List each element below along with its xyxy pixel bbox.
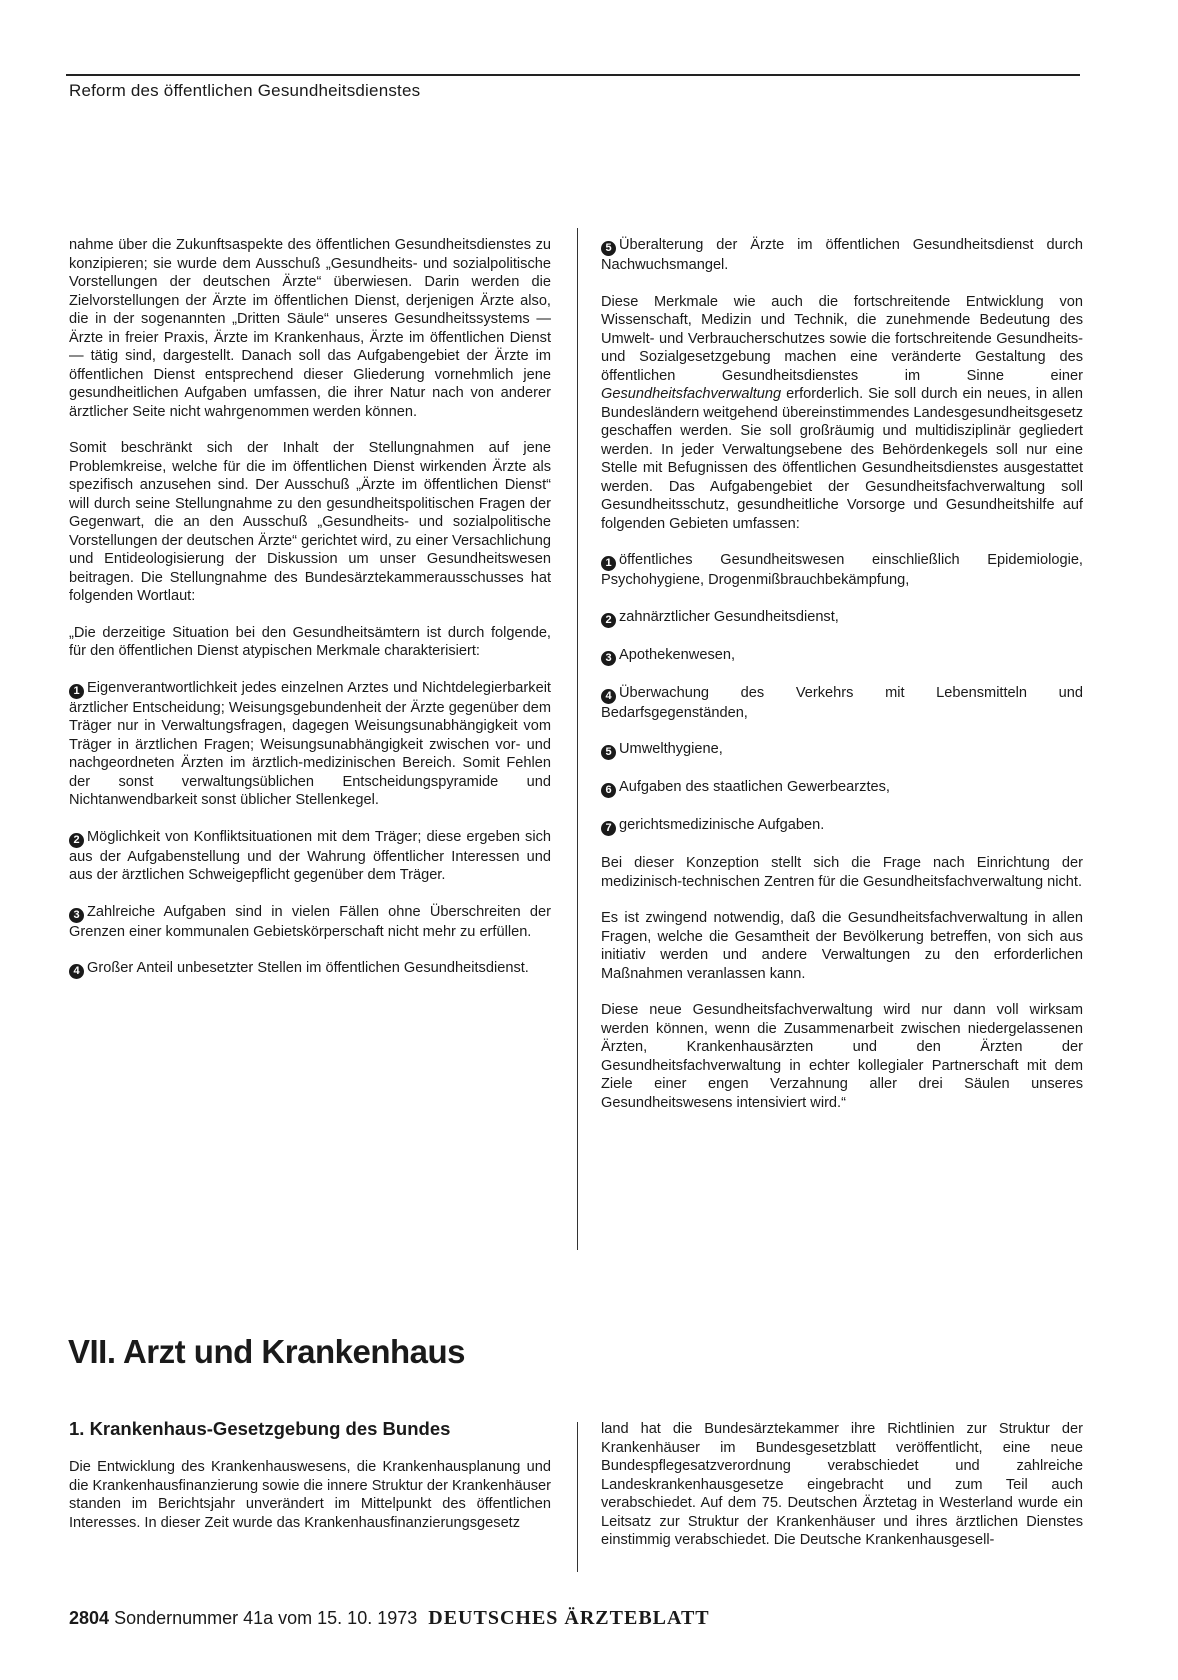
paragraph: Somit beschränkt sich der Inhalt der Stellungnahmen auf jene Problemkreise, welche für die im öffentlichen Dienst wirkenden Ärzte als spezifisch anzusehen sind. Der Ausschuß „Ärzte im öffentlichen Dienst“ will durch seine Stellungnahme zu den gesundheitspolitischen Fragen der Gegenwart, die an den Ausschuß „Gesundheits- und sozialpolitische Vorstellungen der deutschen Ärzte“ gerichtet wird, zu einer Versachlichung und Entideologisierung der Diskussion um unser Gesundheitswesen beitragen. Die Stellungnahme des Bundesärztekammerausschusses hat folgenden Wortlaut: <box>69 440 551 604</box>
number-badge: 4 <box>69 964 84 979</box>
number-badge: 3 <box>601 651 616 666</box>
paragraph: land hat die Bundesärztekammer ihre Richtlinien zur Struktur der Krankenhäuser im Bundesgesetzblatt veröffentlicht, eine neue Bundespflegesatzverordnung verabschiedet und zahlreiche Landeskrankenhausgesetze eingebracht und zum Teil auch verabschiedet. Auf dem 75. Deutschen Ärztetag in Westerland wurde ein Leitsatz zur Struktur der Krankenhäuser und ihres ärztlichen Dienstes einstimmig verabschiedet. Die Deutsche Krankenhausgesell- <box>601 1421 1083 1548</box>
list-item-text: Zahlreiche Aufgaben sind in vielen Fällen ohne Überschreiten der Grenzen einer kommunalen Gebietskörperschaft nicht mehr zu erfüllen. <box>69 903 551 940</box>
paragraph-text: Diese Merkmale wie auch die fortschreitende Entwicklung von Wissenschaft, Medizin und Technik, die zunehmende Bedeutung des Umwelt- und Verbraucherschutzes sowie die fortschreitende Gesundheits- und Sozialgesetzgebung machen eine veränderte Gestaltung des öffentlichen Gesundheitsdienstes im Sinne einer <box>601 293 1083 384</box>
list-item-text: gerichtsmedizinische Aufgaben. <box>619 817 825 833</box>
list-item-text: Überalterung der Ärzte im öffentlichen Gesundheitsdienst durch Nachwuchsmangel. <box>601 237 1083 273</box>
page-number: 2804 <box>69 1608 110 1628</box>
list-item-text: Aufgaben des staatlichen Gewerbearztes, <box>619 779 890 795</box>
list-item <box>69 903 551 942</box>
paragraph: Bei dieser Konzeption stellt sich die Frage nach Einrichtung der medizinisch-technischen Zentren für die Gesundheitsfachverwaltung nicht. <box>601 855 1083 890</box>
paragraph: Diese neue Gesundheitsfachverwaltung wird nur dann voll wirksam werden können, wenn die Zusammenarbeit zwischen niedergelassenen Ärzten, Krankenhausärzten und den Ärzten der Gesundheitsfachverwaltung in echter kollegialer Partnerschaft mit dem Ziele einer engen Verzahnung aller drei Säulen unseres Gesundheitswesens intensiviert wird.“ <box>601 1002 1083 1111</box>
number-badge: 5 <box>601 745 616 760</box>
list-item <box>601 778 1083 798</box>
header-rule <box>66 74 1080 76</box>
list-item-text: Überwachung des Verkehrs mit Lebensmitteln und Bedarfsgegenständen, <box>601 684 1083 721</box>
list-item <box>601 236 1083 275</box>
magazine-name: DEUTSCHES ÄRZTEBLATT <box>428 1607 710 1629</box>
number-badge: 1 <box>69 684 84 699</box>
number-badge: 2 <box>69 833 84 848</box>
list-item-text: Umwelthygiene, <box>619 741 723 757</box>
list-item <box>69 679 551 810</box>
right-column-top <box>601 236 1083 1130</box>
list-item-text: öffentliches Gesundheitswesen einschließlich Epidemiologie, Psychohygiene, Drogenmißbrauchbekämpfung, <box>601 552 1083 588</box>
list-item <box>601 608 1083 628</box>
paragraph <box>601 293 1083 534</box>
number-badge: 6 <box>601 783 616 798</box>
list-item <box>601 684 1083 723</box>
list-item-text: Möglichkeit von Konfliktsituationen mit dem Träger; diese ergeben sich aus der Aufgabenstellung und der Wahrung öffentlicher Interessen und aus der ärztlichen Schweigepflicht gegenüber dem Träger. <box>69 828 551 883</box>
list-item <box>601 646 1083 666</box>
number-badge: 7 <box>601 821 616 836</box>
left-column-bottom <box>69 1458 551 1550</box>
list-item <box>69 959 551 979</box>
list-item-text: Eigenverantwortlichkeit jedes einzelnen Arztes und Nichtdelegierbarkeit ärztlicher Entscheidung; Weisungsgebundenheit der Ärzte gegenüber dem Träger nur in Verwaltungsfragen, dagegen Weisungsunabhängigkeit vom Träger in ärztlichen Fragen; Weisungsunabhängigkeit zwischen vor- und nachgeordneten Ärzten im ärztlich-medizinischen Bereich. Somit Fehlen der sonst verwaltungsüblichen Entscheidungspyramide und Nichtanwendbarkeit sonst üblicher Stellenkegel. <box>69 679 551 808</box>
running-title: Reform des öffentlichen Gesundheitsdienstes <box>69 81 421 100</box>
list-item <box>601 551 1083 590</box>
right-column-bottom <box>601 1420 1083 1568</box>
list-item <box>69 828 551 885</box>
subsection-title: 1. Krankenhaus-Gesetzgebung des Bundes <box>69 1418 451 1439</box>
left-column-top <box>69 236 551 997</box>
paragraph: nahme über die Zukunftsaspekte des öffentlichen Gesundheitsdienstes zu konzipieren; sie wurde dem Ausschuß „Gesundheits- und sozialpolitische Vorstellungen der deutschen Ärzte“ überwiesen. Darin werden die Zielvorstellungen der Ärzte im öffentlichen Dienst, derjenigen Ärzte also, die in der sogenannten „Dritten Säule“ unseres Gesundheitssystems — Ärzte in freier Praxis, Ärzte im Krankenhaus, Ärzte im öffentlichen Dienst — tätig sind, dargestellt. Danach soll das Aufgabengebiet der Ärzte im öffentlichen Dienst entsprechend dieser Gliederung vornehmlich jene gesundheitlichen Aufgaben umfassen, die ihrer Natur nach von anderer ärztlicher Seite nicht wahrgenommen werden können. <box>69 237 551 420</box>
column-divider-top <box>577 228 578 1250</box>
list-item <box>601 816 1083 836</box>
page-footer <box>69 1607 710 1630</box>
list-item-text: Großer Anteil unbesetzter Stellen im öffentlichen Gesundheitsdienst. <box>87 960 529 976</box>
list-item-text: zahnärztlicher Gesundheitsdienst, <box>619 608 839 625</box>
issue-info: Sondernummer 41a vom 15. 10. 1973 <box>114 1608 418 1628</box>
number-badge: 4 <box>601 689 616 704</box>
paragraph: „Die derzeitige Situation bei den Gesundheitsämtern ist durch folgende, für den öffentlichen Dienst atypischen Merkmale charakterisiert: <box>69 624 551 659</box>
paragraph-text: erforderlich. Sie soll durch ein neues, in allen Bundesländern weitgehend übereinstimmendes Landesgesundheitsgesetz geschaffen werden. Sie soll großräumig und multidisziplinär gegliedert werden. In jeder Verwaltungsebene des Behördenkegels soll nur eine Stelle mit Befugnissen des öffentlichen Gesundheitsdienstes ausgestattet werden. Das Aufgabengebiet der Gesundheitsfachverwaltung soll Gesundheitsschutz, gesundheitliche Vorsorge und Gesundheitshilfe auf folgenden Gebieten umfassen: <box>601 386 1083 532</box>
paragraph: Es ist zwingend notwendig, daß die Gesundheitsfachverwaltung in allen Fragen, welche die Gesamtheit der Bevölkerung betreffen, von sich aus initiativ werden und andere Verwaltungen zu den erforderlichen Maßnahmen veranlassen kann. <box>601 910 1083 982</box>
list-item-text: Apothekenwesen, <box>619 646 736 663</box>
section-title: VII. Arzt und Krankenhaus <box>68 1333 466 1370</box>
list-item <box>601 740 1083 760</box>
number-badge: 1 <box>601 556 616 571</box>
number-badge: 3 <box>69 908 84 923</box>
number-badge: 5 <box>601 241 616 256</box>
paragraph: Die Entwicklung des Krankenhauswesens, die Krankenhausplanung und die Krankenhausfinanzierung sowie die innere Struktur der Krankenhäuser standen im Berichtsjahr unverändert im Mittelpunkt des öffentlichen Interesses. In dieser Zeit wurde das Krankenhausfinanzierungsgesetz <box>69 1459 551 1531</box>
emphasis-text: Gesundheitsfachverwaltung <box>601 386 782 402</box>
number-badge: 2 <box>601 613 616 628</box>
column-divider-bottom <box>577 1422 578 1572</box>
